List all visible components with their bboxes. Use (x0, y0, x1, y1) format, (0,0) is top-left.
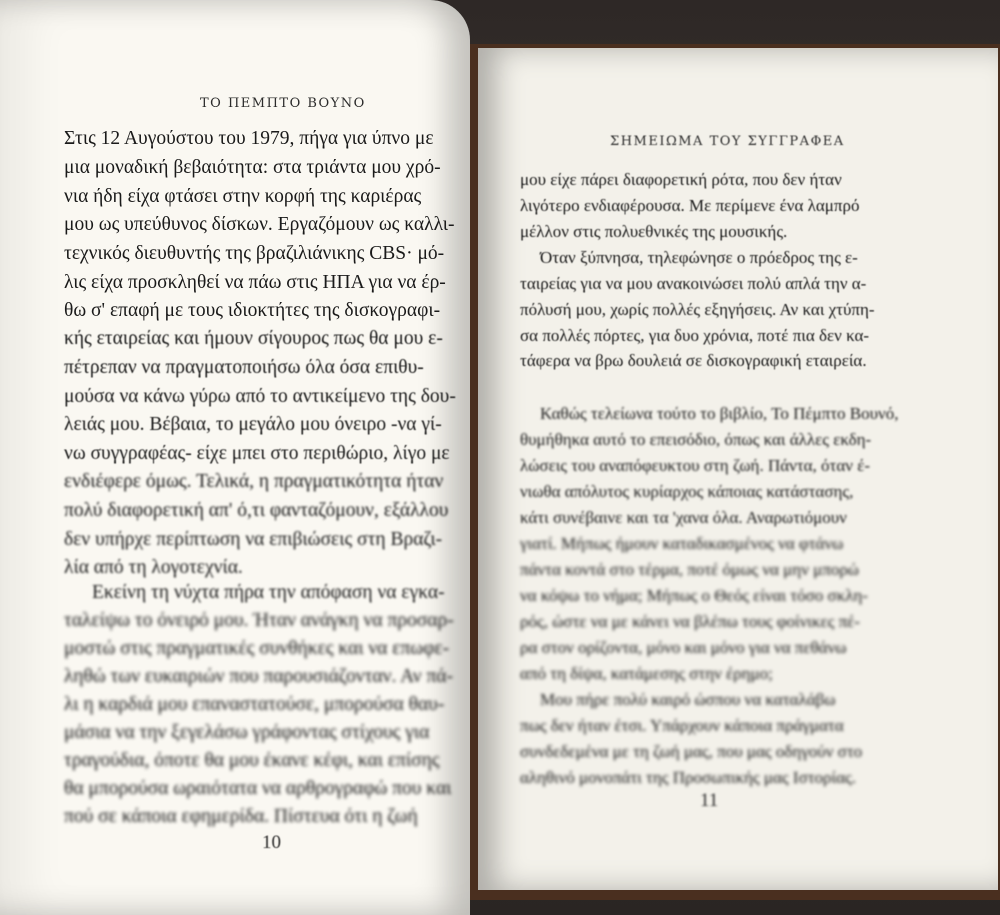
right-text-line: νιωθα απόλυτος κυρίαρχος κάποιας κατάστασης, (520, 482, 854, 501)
right-text-line: κάτι συνέβαινε και τα 'χανα όλα. Αναρωτιόμουν (520, 508, 847, 527)
left-text-line: ενδιέφερε όμως. Τελικά, η πραγματικότητα ήταν (64, 471, 444, 492)
left-text-line: πού σε κάποια εφημερίδα. Πίστευα ότι η ζωή (64, 806, 418, 827)
right-text-line: Όταν ξύπνησα, τηλεφώνησε ο πρόεδρος της ε- (540, 248, 858, 267)
left-text-line: μου ως υπεύθυνος δίσκων. Εργαζόμουν ως καλλι- (64, 214, 455, 235)
right-text-line: ταιρείας για να μου ανακοινώσει πολύ απλά την α- (520, 274, 867, 293)
left-text-line: Εκείνη τη νύχτα πήρα την απόφαση να εγκα- (92, 582, 445, 603)
running-header-right: ΣΗΜΕΙΩΜΑ ΤΟΥ ΣΥΓΓΡΑΦΕΑ (610, 134, 845, 149)
right-text-line: να κόψω το νήμα; Μήπως ο Θεός είναι τόσο σκλη- (520, 586, 868, 605)
left-text-line: κής εταιρείας και ήμουν σίγουρος πως θα μου ε- (64, 328, 443, 349)
right-text-line: μέλλον στις πολυεθνικές της μουσικής. (520, 222, 788, 241)
left-text-line: λις είχα προσκληθεί να πάω στις ΗΠΑ για να έρ- (64, 272, 446, 293)
left-text-line: λειάς μου. Βέβαια, το μεγάλο μου όνειρο -να γί- (64, 414, 442, 435)
left-text-line: πολύ διαφορετική απ' ό,τι φανταζόμουν, εξάλλου (64, 500, 449, 521)
left-text-line: Στις 12 Αυγούστου του 1979, πήγα για ύπνο με (64, 128, 434, 149)
right-page (478, 48, 998, 890)
left-text-line: νια ήδη είχα φτάσει στην κορφή της καριέρας (64, 186, 422, 207)
running-header-left: ΤΟ ΠΕΜΠΤΟ ΒΟΥΝΟ (200, 96, 366, 111)
left-text-line: ληθώ των ευκαιριών που παρουσιάζονταν. Αν πά- (64, 666, 454, 687)
left-text-line: νω συγγραφέας- είχε μπει στο περιθώριο, λίγο με (64, 443, 450, 464)
right-text-line: ρός, ώστε να με κάνει να βλέπω τους φοίνικες πέ- (520, 612, 860, 631)
right-text-line: Καθώς τελείωνα τούτο το βιβλίο, Το Πέμπτο Βουνό, (540, 404, 899, 423)
left-text-line: θω σ' επαφή με τους ιδιοκτήτες της δισκογραφι- (64, 300, 441, 321)
left-text-line: λία από τη λογοτεχνία. (64, 557, 243, 578)
right-text-line: πόλυσή μου, χωρίς πολλές εξηγήσεις. Αν και χτύπη- (520, 300, 875, 319)
right-text-line: πως δεν ήταν έτσι. Υπάρχουν κάποια πράγματα (520, 716, 844, 735)
page-number-right: 11 (700, 790, 719, 811)
left-text-line: δεν υπήρχε περίπτωση να επιβιώσεις στη Βραζι- (64, 529, 443, 550)
left-text-line: τεχνικός διευθυντής της βραζιλιάνικης CBS· μό- (64, 243, 445, 264)
left-text-line: θα μπορούσα ωραιότατα να αρθρογραφώ που και (64, 778, 452, 799)
left-text-line: μάσια να την ξεγελάσω γράφοντας στίχους για (64, 722, 430, 743)
right-text-line: ρα στον ορίζοντα, μόνο και μόνο για να πεθάνω (520, 638, 847, 657)
right-text-line: αληθινό μονοπάτι της Προσωπικής μας Ιστορίας. (520, 768, 857, 787)
right-text-line: μου είχε πάρει διαφορετική ρότα, που δεν ήταν (520, 170, 842, 189)
right-text-line: γιατί. Μήπως ήμουν καταδικασμένος να φτάνω (520, 534, 844, 553)
right-text-line: λιγότερο ενδιαφέρουσα. Με περίμενε ένα λαμπρό (520, 196, 860, 215)
left-text-line: ταλείψω το όνειρό μου. Ήταν ανάγκη να προσαρ- (64, 610, 454, 631)
right-text-line: τάφερα να βρω δουλειά σε δισκογραφική εταιρεία. (520, 351, 867, 370)
left-text-line: μοστώ στις πραγματικές συνθήκες και να επωφε- (64, 638, 450, 659)
right-text-line: Μου πήρε πολύ καιρό ώσπου να καταλάβω (540, 690, 836, 709)
left-page (0, 0, 470, 915)
right-text-line: συνδεδεμένα με τη ζωή μας, που μας οδηγούν στο (520, 742, 863, 761)
left-text-line: μια μοναδική βεβαιότητα: στα τριάντα μου χρό- (64, 157, 441, 178)
right-text-line: λώσεις του αναπόφευκτου στη ζωή. Πάντα, όταν έ- (520, 456, 871, 475)
left-text-line: μούσα να κάνω γύρω από το αντικείμενο της δου- (64, 386, 456, 407)
right-text-line: θυμήθηκα αυτό το επεισόδιο, όπως και άλλες εκδη- (520, 430, 872, 449)
page-number-left: 10 (262, 832, 281, 853)
right-text-line: σα πολλές πόρτες, για δυο χρόνια, ποτέ πια δεν κα- (520, 326, 870, 345)
left-text-line: πέτρεπαν να πραγματοποιήσω όλα όσα επιθυ- (64, 357, 424, 378)
left-text-line: λι η καρδιά μου επαναστατούσε, μπορούσα θαυ- (64, 694, 445, 715)
right-text-line: από τη δίψα, κατάμεσης στην έρημο; (520, 664, 773, 683)
right-text-line: πάντα κοντά στο τέρμα, ποτέ όμως να μην μπορώ (520, 560, 859, 579)
left-text-line: τραγούδια, όποτε θα μου έκανε κέφι, και επίσης (64, 750, 440, 771)
